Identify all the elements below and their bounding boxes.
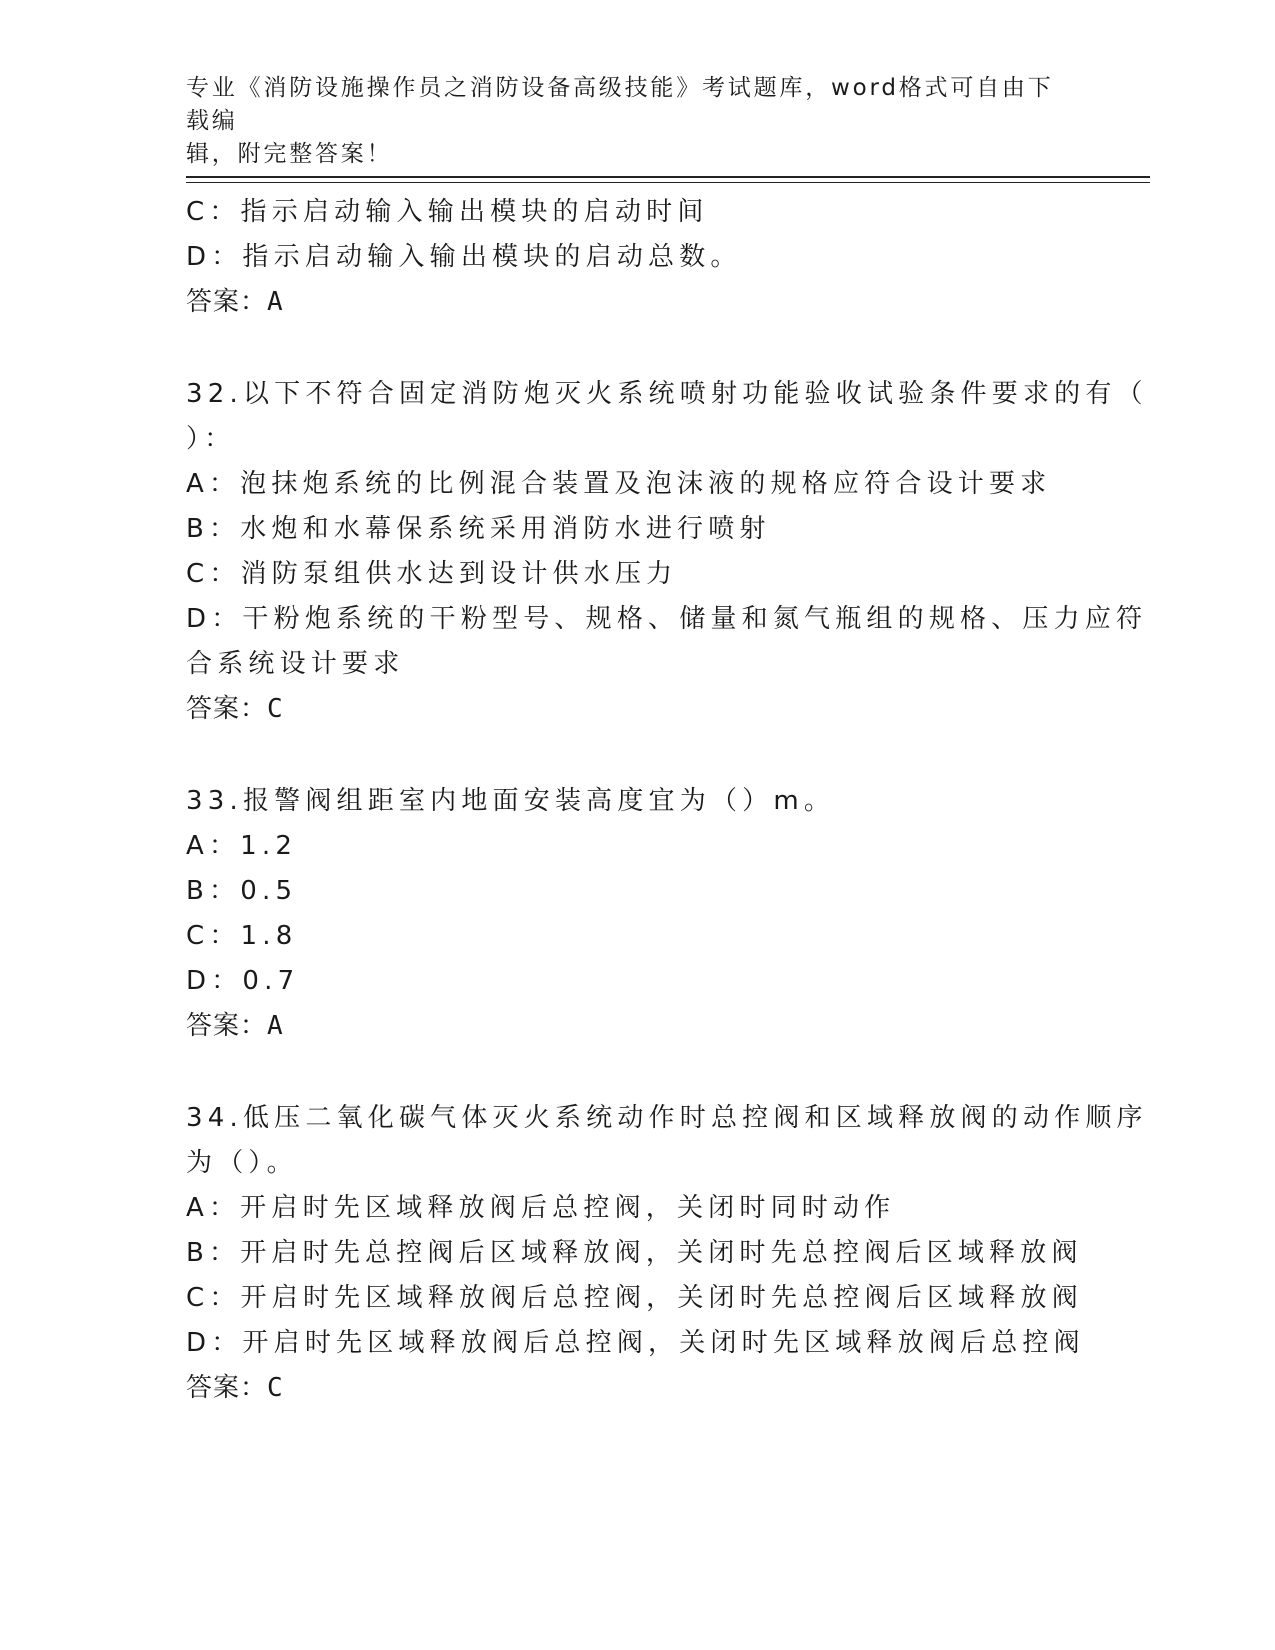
header-divider-thin bbox=[186, 182, 1150, 183]
answer-label: 答案：A bbox=[186, 287, 284, 317]
option-d: D：0.7 bbox=[186, 966, 300, 996]
question-block-31 bbox=[186, 190, 1086, 325]
answer-label: 答案：C bbox=[186, 694, 284, 724]
option-c: C：1.8 bbox=[186, 921, 298, 951]
question-stem-line-2: 为（）。 bbox=[186, 1148, 298, 1178]
option-c: C：消防泵组供水达到设计供水压力 bbox=[186, 559, 678, 589]
document-header bbox=[186, 72, 1066, 171]
question-stem-line-1: 33.报警阀组距室内地面安装高度宜为（）m。 bbox=[186, 786, 836, 816]
header-line-1: 专业《消防设施操作员之消防设备高级技能》考试题库，word格式可自由下载编 bbox=[186, 75, 1054, 134]
option-b: B：开启时先总控阀后区域释放阀，关闭时先总控阀后区域释放阀 bbox=[186, 1238, 1083, 1268]
question-stem-line-2: ）： bbox=[186, 424, 236, 454]
spacer bbox=[186, 732, 1086, 779]
option-b: B：0.5 bbox=[186, 876, 298, 906]
option-a: A：开启时先区域释放阀后总控阀，关闭时同时动作 bbox=[186, 1193, 896, 1223]
answer-label: 答案：A bbox=[186, 1011, 284, 1041]
question-block-33 bbox=[186, 779, 1086, 1049]
option-d: D：干粉炮系统的干粉型号、规格、储量和氮气瓶组的规格、压力应符 bbox=[186, 604, 1148, 634]
header-divider-thick bbox=[186, 176, 1150, 178]
option-d-continued: 合系统设计要求 bbox=[186, 649, 405, 679]
spacer bbox=[186, 1049, 1086, 1096]
option-d: D：指示启动输入输出模块的启动总数。 bbox=[186, 242, 742, 272]
option-b: B：水炮和水幕保系统采用消防水进行喷射 bbox=[186, 514, 771, 544]
question-stem-line-1: 34.低压二氧化碳气体灭火系统动作时总控阀和区域释放阀的动作顺序 bbox=[186, 1103, 1148, 1133]
question-stem-line-1: 32.以下不符合固定消防炮灭火系统喷射功能验收试验条件要求的有（ bbox=[186, 379, 1148, 409]
option-c: C：开启时先区域释放阀后总控阀，关闭时先总控阀后区域释放阀 bbox=[186, 1283, 1083, 1313]
question-block-34 bbox=[186, 1096, 1148, 1411]
option-a: A：1.2 bbox=[186, 831, 298, 861]
spacer bbox=[186, 325, 1086, 372]
header-line-2: 辑，附完整答案！ bbox=[186, 141, 393, 167]
answer-label: 答案：C bbox=[186, 1373, 284, 1403]
option-c: C：指示启动输入输出模块的启动时间 bbox=[186, 197, 709, 227]
question-list bbox=[186, 190, 1148, 1411]
option-d: D：开启时先区域释放阀后总控阀，关闭时先区域释放阀后总控阀 bbox=[186, 1328, 1085, 1358]
option-a: A：泡抹炮系统的比例混合装置及泡沫液的规格应符合设计要求 bbox=[186, 469, 1052, 499]
question-block-32 bbox=[186, 372, 1148, 732]
